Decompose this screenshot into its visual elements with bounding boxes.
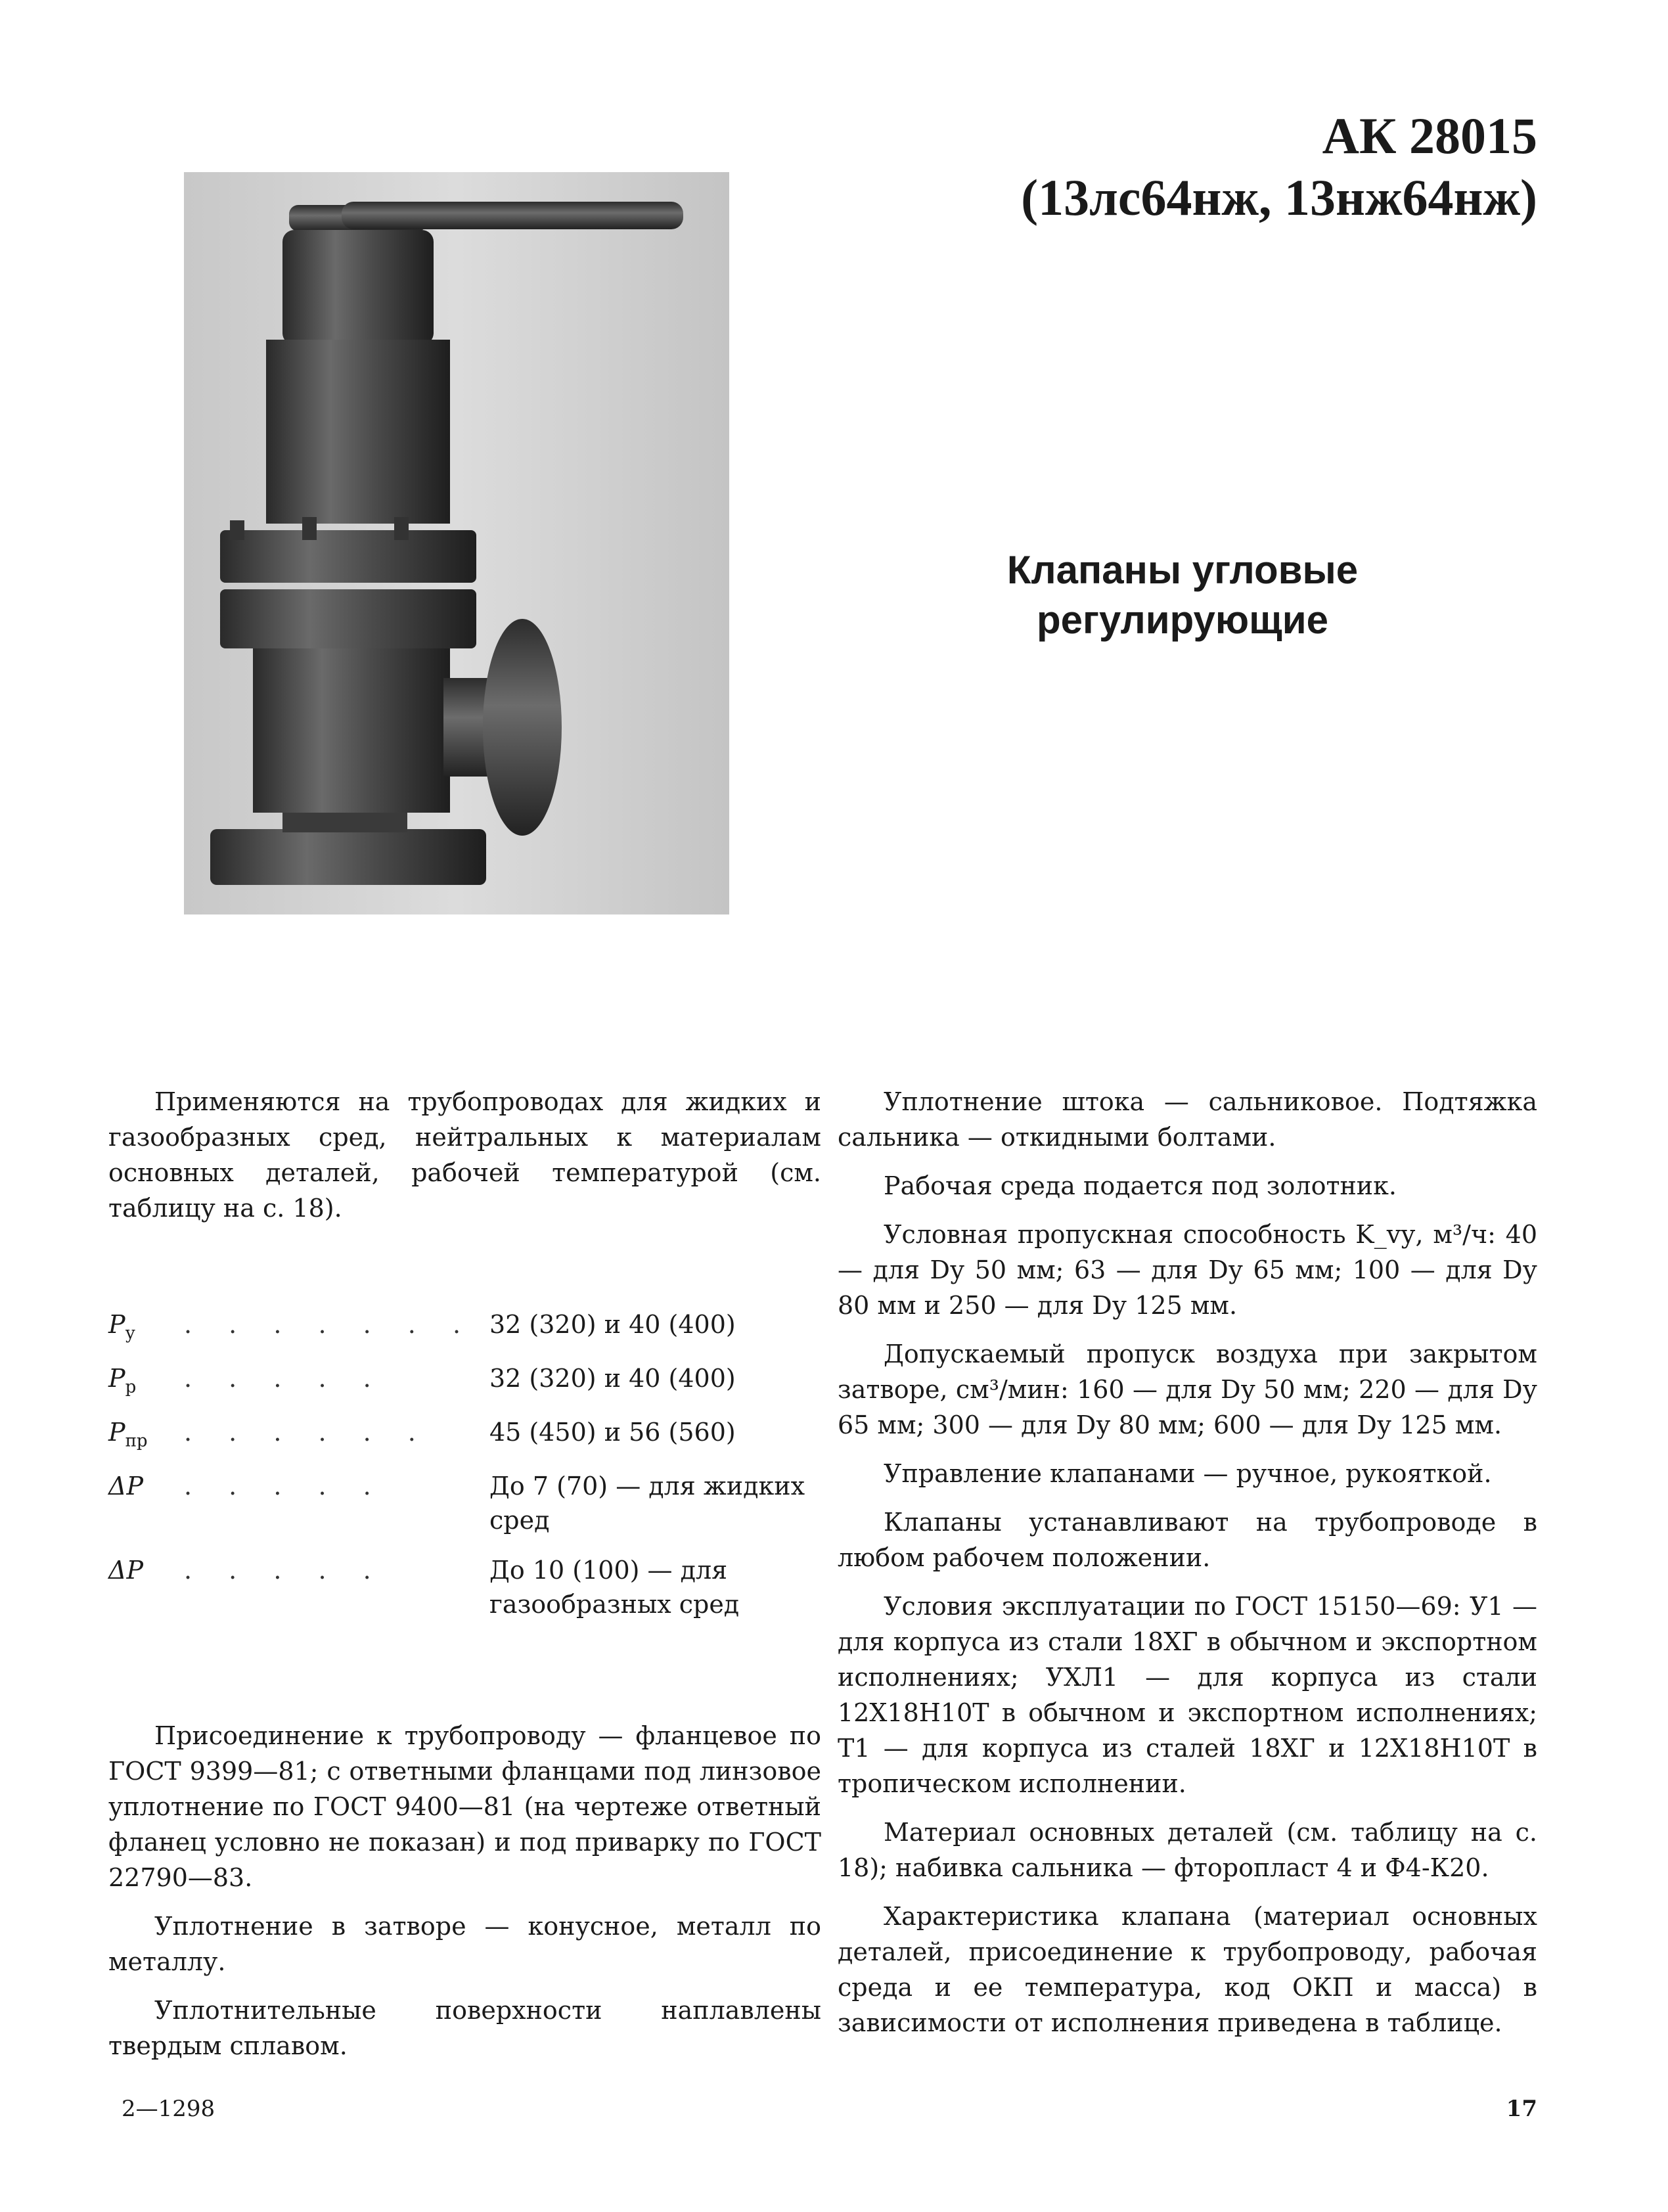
valve-photo bbox=[184, 172, 729, 914]
param-leader: . . . . . . . bbox=[184, 1310, 476, 1339]
param-symbol: $P_{пр}$ bbox=[108, 1418, 148, 1451]
param-symbol: ΔP bbox=[108, 1472, 144, 1501]
param-row bbox=[108, 1469, 821, 1553]
param-value: 32 (320) и 40 (400) bbox=[489, 1310, 736, 1339]
parameters-list bbox=[108, 1307, 821, 1637]
surfaces-paragraph: Уплотнительные поверхности наплавлены твердым сплавом. bbox=[108, 1996, 821, 2060]
param-symbol: $P_р$ bbox=[108, 1364, 137, 1397]
page-title bbox=[854, 545, 1511, 645]
param-value: 32 (320) и 40 (400) bbox=[489, 1364, 736, 1393]
document-code bbox=[999, 105, 1537, 229]
param-value: 45 (450) и 56 (560) bbox=[489, 1418, 736, 1447]
param-leader: . . . . . bbox=[184, 1556, 386, 1585]
operation-paragraph: Условия эксплуатации по ГОСТ 15150—69: У1 — для корпуса из стали 18ХГ в обычном и экспортном исполнениях; УХЛ1 — для корпуса из стали 12Х18Н10Т в обычном и экспортном исполнениях; Т1 — для корпуса из сталей 18ХГ и 12Х18Н10Т в тропическом исполнении. bbox=[838, 1592, 1537, 1798]
medium-paragraph: Рабочая среда подается под золотник. bbox=[884, 1171, 1397, 1200]
model-code: АК 28015 bbox=[1322, 107, 1537, 164]
characteristics-paragraph: Характеристика клапана (материал основных деталей, присоединение к трубопроводу, рабочая среда и ее температура, код ОКП и масса) в зависимости от исполнения приведена в таблице. bbox=[838, 1902, 1537, 2037]
param-leader: . . . . . bbox=[184, 1472, 386, 1501]
param-value: До 10 (100) — для газообразных сред bbox=[489, 1556, 740, 1619]
model-variants: (13лс64нж, 13нж64нж) bbox=[1021, 169, 1537, 226]
control-paragraph: Управление клапанами — ручное, рукояткой. bbox=[884, 1459, 1492, 1488]
param-symbol: $P_у$ bbox=[108, 1310, 135, 1343]
title-line-2: регулирующие bbox=[1037, 598, 1328, 642]
param-row bbox=[108, 1553, 821, 1637]
page-number: 17 bbox=[1506, 2096, 1537, 2122]
right-column-text bbox=[838, 1084, 1537, 2054]
mounting-paragraph: Клапаны устанавливают на трубопроводе в любом рабочем положении. bbox=[838, 1508, 1537, 1572]
param-symbol: ΔP bbox=[108, 1556, 144, 1585]
param-leader: . . . . . . bbox=[184, 1418, 430, 1447]
signature-mark: 2—1298 bbox=[122, 2096, 215, 2122]
left-column-text bbox=[108, 1718, 821, 2077]
material-paragraph: Материал основных деталей (см. таблицу на с. 18); набивка сальника — фторопласт 4 и Ф4-К20. bbox=[838, 1818, 1537, 1882]
leakage-paragraph: Допускаемый пропуск воздуха при закрытом затворе, см³/мин: 160 — для Dу 50 мм; 220 — для Dу 65 мм; 300 — для Dу 80 мм; 600 — для Dу 125 мм. bbox=[838, 1340, 1537, 1439]
stem-seal-paragraph: Уплотнение штока — сальниковое. Подтяжка сальника — откидными болтами. bbox=[838, 1087, 1537, 1152]
param-row bbox=[108, 1307, 821, 1361]
intro-text bbox=[108, 1084, 821, 1239]
connection-paragraph: Присоединение к трубопроводу — фланцевое по ГОСТ 9399—81; с ответными фланцами под линзовое уплотнение по ГОСТ 9400—81 (на чертеже ответный фланец условно не показан) и под приварку по ГОСТ 22790—83. bbox=[108, 1721, 821, 1892]
param-value: До 7 (70) — для жидких сред bbox=[489, 1472, 805, 1535]
param-row bbox=[108, 1361, 821, 1415]
param-row bbox=[108, 1415, 821, 1469]
intro-paragraph: Применяются на трубопроводах для жидких и газообразных сред, нейтральных к материалам основных деталей, рабочей температурой (см. таблицу на с. 18). bbox=[108, 1087, 821, 1223]
title-line-1: Клапаны угловые bbox=[1006, 548, 1359, 592]
capacity-paragraph: Условная пропускная способность K_vу, м³/ч: 40 — для Dу 50 мм; 63 — для Dу 65 мм; 100 — для Dу 80 мм и 250 — для Dу 125 мм. bbox=[838, 1220, 1537, 1320]
param-leader: . . . . . bbox=[184, 1364, 386, 1393]
seal-paragraph: Уплотнение в затворе — конусное, металл по металлу. bbox=[108, 1912, 821, 1976]
